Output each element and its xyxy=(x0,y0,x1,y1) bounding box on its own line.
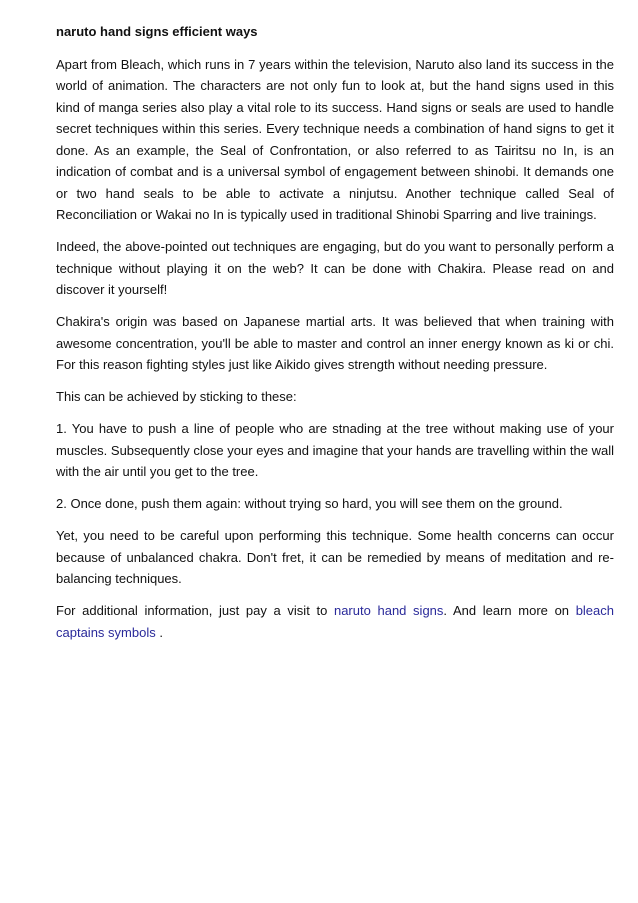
paragraph-chakira-intro: Indeed, the above-pointed out techniques are engaging, but do you want to personally perform a technique without playing it on the web? It can be done with Chakira. Please read on and discover it yourself! xyxy=(56,239,614,297)
closing-text-middle: . And learn more on xyxy=(443,603,576,618)
document-page xyxy=(56,21,614,654)
closing-text-before: For additional information, just pay a visit to xyxy=(56,603,334,618)
bleach-captains-symbols-link[interactable]: bleach captains symbols xyxy=(56,603,614,640)
paragraph-closing xyxy=(56,600,614,643)
paragraph-step-2: 2. Once done, push them again: without trying so hard, you will see them on the ground. xyxy=(56,496,563,511)
closing-text-after: . xyxy=(155,624,163,640)
paragraph-step-1: 1. You have to push a line of people who are stnading at the tree without making use of your muscles. Subsequently close your eyes and imagine that your hands are travelling within the wall with the air until you get to the tree. xyxy=(56,421,614,479)
naruto-hand-signs-link[interactable]: naruto hand signs xyxy=(333,603,444,618)
paragraph-warning: Yet, you need to be careful upon performing this technique. Some health concerns can occur because of unbalanced chakra. Don't fret, it can be remedied by means of meditation and re-balancing techniques. xyxy=(56,528,614,586)
paragraph-steps-intro: This can be achieved by sticking to these: xyxy=(56,389,297,404)
document-title: naruto hand signs efficient ways xyxy=(56,24,258,39)
paragraph-chakira-origin: Chakira's origin was based on Japanese martial arts. It was believed that when training with awesome concentration, you'll be able to master and control an inner energy known as ki or chi. For this reason fighting styles just like Aikido gives strength without needing pressure. xyxy=(56,314,614,372)
paragraph-intro: Apart from Bleach, which runs in 7 years within the television, Naruto also land its success in the world of animation. The characters are not only fun to look at, but the hand signs used in this kind of manga series also play a vital role to its success. Hand signs or seals are used to handle secret techniques within this series. Every technique needs a combination of hand signs to get it done. As an example, the Seal of Confrontation, or also referred to as Tairitsu no In, is an indication of combat and is a universal symbol of engagement between shinobi. It demands one or two hand seals to be able to activate a ninjutsu. Another technique called Seal of Reconciliation or Wakai no In is typically used in traditional Shinobi Sparring and live trainings. xyxy=(56,56,614,222)
